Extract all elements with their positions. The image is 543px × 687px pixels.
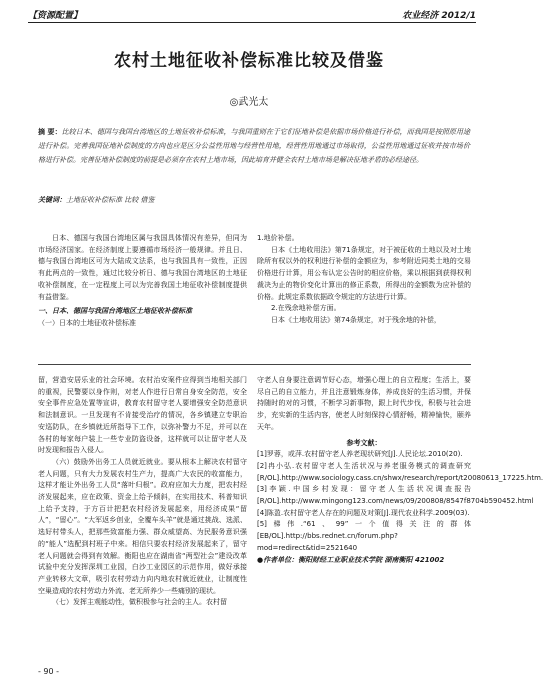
reference-item: [3]李颖.中国乡村发现：留守老人生活状况调查报告[R/OL].http://www.mingong123.com/news/09/200808/8547f8704b590452.html [257, 485, 534, 506]
paragraph: 1.地价补偿。 [257, 234, 299, 242]
paragraph: 守老人自身要注意调节好心态，增强心理上的自立程度；生活上，要尽自己的自立能力，并且注意锻炼身体，养成良好的生活习惯，并保持随时的对的习惯，不断学习新事物，跟上时代步伐，积极与社会进步，充实新的生活内容，使老人时刻保持心情舒畅，精神愉快，颐养天年。 [257, 376, 471, 431]
author: ◎武光太 [229, 97, 269, 108]
page-number: - 90 - [38, 667, 60, 676]
keywords-label: 关键词： [38, 196, 66, 204]
column-right-top [257, 233, 471, 327]
article-title: 农村土地征收补偿标准比较及借鉴 [114, 51, 384, 71]
reference-item: [5]梯伟.“61、99”一个值得关注的群体[EB/OL].http://bbs.rednet.cn/forum.php?mod=redirect&tid=2521640 [257, 520, 471, 552]
abstract-label: 摘 要： [38, 128, 62, 136]
reference-item: [1]罗蓉，或萍.农村留守老人养老现状研究[J].人民论坛.2010(20). [257, 450, 463, 459]
article-divider [38, 364, 471, 365]
keywords [38, 195, 470, 205]
author-affiliation: ●作者单位：衡阳财经工业职业技术学院 湖南衡阳 421002 [257, 555, 445, 564]
column-left-bottom [38, 375, 247, 609]
paragraph: 日本《土地收用法》第74条规定，对于残余地的补偿， [271, 315, 441, 324]
column-right-bottom [257, 375, 543, 566]
keywords-text: 土地征收补偿标准 比较 借鉴 [66, 196, 155, 204]
column-left-top [38, 233, 247, 330]
references-heading: 参考文献： [346, 438, 382, 447]
running-header [28, 8, 476, 24]
subsection-heading: （一）日本的土地征收补偿标准 [38, 318, 136, 327]
paragraph: （六）鼓励外出务工人员就近就业。要从根本上解决农村留守老人问题，只有大力发展农村生产力，提高广大农民的收富能力，这样才能让外出务工人员“落叶归根”。政府应加大力度，把农村经济发展起来，应在政策、资金上给予倾斜，在实用技术、科普知识上给予支持，于方百计把把农村经济发展起来，用经济成果“留人”，“留心”。“大军返乡创业，全覆车头羊”就是通过挑战、选派、选好村带头人，把那些致富能力强、群众威望高、为民服务意识强的“能人”选配到村班子中来。相信只要农村经济发展起来了，留守老人问题就会得到有效解。衡阳也应在湖南省“两型社会”建设改革试验中充分发挥深圳工业园，白沙工业园区的示范作用，做好承接产业转移大文章，吸引农村劳动力向内地农村就近就业，让制度性空巢造成的农村劳动力外流、老无所养少一些痛别的现状。 [38, 457, 247, 595]
paragraph: 留，营造安居乐业的社会环境。农村治安案件应得到当地相关部门的重视，民警要以身作则，对老人作进行日常自身安全防范，安全安全事件应急处置等宣讲，教育农村留守老人要增强安全防范意识和法制意识。一旦发现有不肯接受治疗的情况，各乡镇建立专职治安巡防队，在乡镇就近所指导下工作，以弥补警力不足，并可以在各村的每家每户装上一些专业防盗设备，这样就可以让留守老人及时发现和报告入侵人。 [38, 376, 247, 455]
abstract [38, 125, 470, 167]
paragraph: 2.在残余地补偿方面。 [271, 304, 341, 313]
paragraph: （七）发挥主观能动性，做积极参与社会的主人。农村留 [52, 598, 227, 607]
paragraph: 日本、德国与我国台湾地区属与我国具体情况有差异，但同为市场经济国家。在经济制度上要遵循市场经济一般规律。并且日、德与我国台湾地区可为大陆成文法系，也与我国具有一致性，正因有此两点的一致性，通过比较分析日、德与我国台湾地区的土地征收补偿制度，在一定程度上可以为完善我国土地征收补偿制度提供有益借鉴。 [38, 234, 247, 301]
reference-item: [4]陈盈.农村留守老人存在的问题及对策[J].现代农业科学.2009(03). [257, 508, 470, 517]
section-label: 【资源配置】 [28, 11, 83, 21]
reference-item: [2]冉小弘.农村留守老人生活状况与养老服务模式的调查研究[R/OL].http://www.sociology.cass.cn/shwx/research/report/t20080613_17225.htm. [257, 461, 543, 482]
paragraph: 日本《土地收用法》第71条规定，对于被征收的土地以及对土地除所有权以外的权利进行补偿的金额应为，参考附近同类土地的交易价格进行计算，用公布认定公告时的相应价格，乘以根据到获得权利裁决为止的物价变化计算出的修正系数，所得出的金额数为应补偿的价格。此规定系数依据政令规定的方法进行计算。 [257, 245, 471, 301]
section-heading: 一、日本、德国与我国台湾地区土地征收补偿标准 [38, 307, 192, 316]
header-rule [28, 22, 476, 23]
abstract-text: 比较日本、德国与我国台湾地区的土地征收补偿标准，与我国重则在于它们征地补偿是依据市场价格进行补偿，而我国是按照原用途进行补偿。完善我国征地补偿制度的方向也应是区分公益性用地与经营性用地，经营性用地通过市场取得，公益性用地通过征收并按市场价格进行补偿。完善征地补偿制度的前提是必须存在农村土地市场，因此培育并健全农村土地市场是解决征地矛盾的必经途径。 [38, 128, 471, 164]
journal-issue: 农业经济 2012/1 [402, 11, 476, 21]
